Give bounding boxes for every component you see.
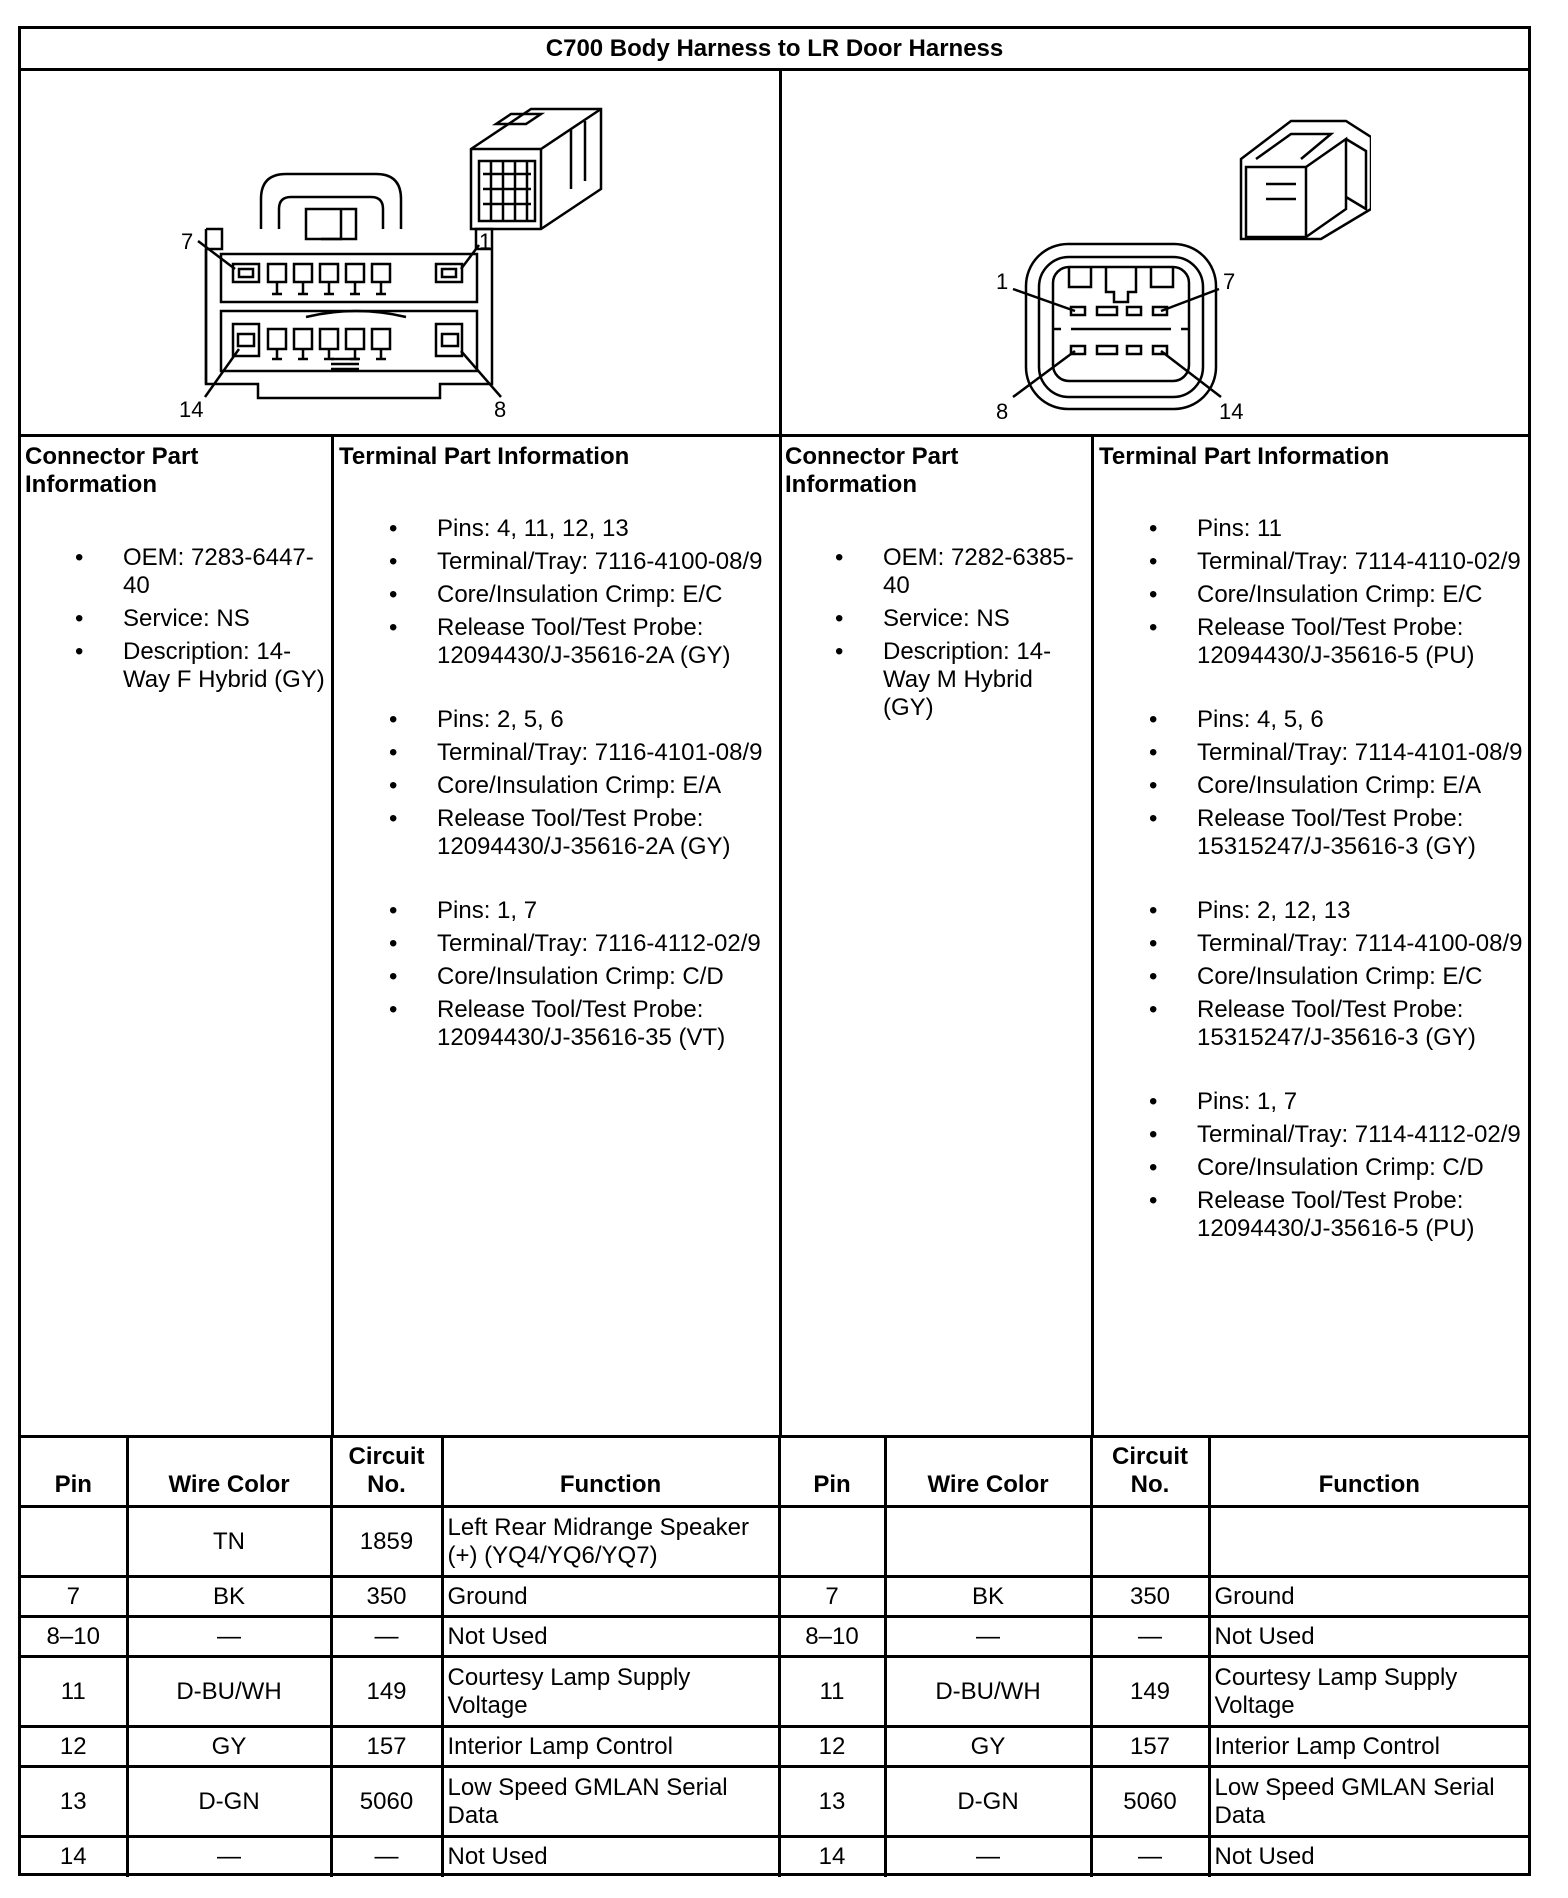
right-terminal-item: • Release Tool/Test Probe: 15315247/J-35616-3 (GY) (1145, 996, 1523, 1052)
right-terminal-item: • Pins: 4, 5, 6 (1145, 706, 1523, 734)
right-terminal-item: • Release Tool/Test Probe: 15315247/J-35616-3 (GY) (1145, 805, 1523, 861)
left-terminal-item: • Terminal/Tray: 7116-4112-02/9 (385, 930, 765, 958)
table-cell: — (1091, 1837, 1209, 1877)
table-cell: 157 (331, 1727, 442, 1767)
table-cell: 11 (21, 1657, 127, 1727)
right-pin8-callout: 8 (996, 399, 1009, 424)
table-cell: 7 (21, 1577, 127, 1617)
left-terminal-item: • Core/Insulation Crimp: E/C (385, 581, 765, 609)
table-cell: Ground (442, 1577, 779, 1617)
right-terminal-list (1145, 515, 1523, 1248)
table-cell: Low Speed GMLAN Serial Data (442, 1767, 779, 1837)
table-cell: BK (885, 1577, 1091, 1617)
left-terminal-item: • Pins: 1, 7 (385, 897, 765, 925)
table-cell: 14 (21, 1837, 127, 1877)
table-cell: 5060 (1091, 1767, 1209, 1837)
right-terminal-item: • Terminal/Tray: 7114-4110-02/9 (1145, 548, 1523, 576)
table-cell: D-GN (885, 1767, 1091, 1837)
left-connector-oem: • OEM: 7283-6447-40 (71, 544, 326, 600)
table-cell: Courtesy Lamp Supply Voltage (1209, 1657, 1528, 1727)
right-connector-service: • Service: NS (831, 605, 1086, 633)
right-pin1-callout: 1 (996, 269, 1009, 294)
right-connector-diagram (951, 89, 1371, 429)
table-header-row (21, 1437, 1528, 1507)
connector-document (18, 26, 1531, 1876)
table-cell: D-BU/WH (885, 1657, 1091, 1727)
left-terminal-item: • Release Tool/Test Probe: 12094430/J-35616-35 (VT) (385, 996, 765, 1052)
right-terminal-item: • Core/Insulation Crimp: E/C (1145, 581, 1523, 609)
table-cell: 1859 (331, 1507, 442, 1577)
right-terminal-item: • Terminal/Tray: 7114-4101-08/9 (1145, 739, 1523, 767)
page-title: C700 Body Harness to LR Door Harness (21, 29, 1528, 71)
table-cell (21, 1507, 127, 1577)
right-terminal-item: • Pins: 11 (1145, 515, 1523, 543)
table-cell (1091, 1507, 1209, 1577)
table-cell: — (331, 1837, 442, 1877)
column-header: Function (1209, 1437, 1528, 1507)
right-terminal-item: • Core/Insulation Crimp: E/C (1145, 963, 1523, 991)
table-cell: 12 (779, 1727, 885, 1767)
table-cell (779, 1507, 885, 1577)
table-cell: 5060 (331, 1767, 442, 1837)
table-row (21, 1657, 1528, 1727)
table-cell: Not Used (442, 1617, 779, 1657)
left-column-divider (331, 434, 334, 1435)
column-header: Wire Color (127, 1437, 331, 1507)
table-cell: 14 (779, 1837, 885, 1877)
column-header: Wire Color (885, 1437, 1091, 1507)
table-cell: 8–10 (779, 1617, 885, 1657)
right-connector-description: • Description: 14-Way M Hybrid (GY) (831, 638, 1086, 722)
right-column-divider (1091, 434, 1094, 1435)
right-connector-list (831, 544, 1086, 727)
table-cell: 350 (331, 1577, 442, 1617)
table-cell: — (1091, 1617, 1209, 1657)
table-cell: 13 (779, 1767, 885, 1837)
table-cell: D-BU/WH (127, 1657, 331, 1727)
table-cell: Not Used (442, 1837, 779, 1877)
right-pin14-callout: 14 (1219, 399, 1244, 424)
table-row (21, 1617, 1528, 1657)
table-cell: Interior Lamp Control (1209, 1727, 1528, 1767)
left-pin8-callout: 8 (494, 397, 507, 422)
table-cell: 7 (779, 1577, 885, 1617)
table-cell: 149 (1091, 1657, 1209, 1727)
table-cell: Ground (1209, 1577, 1528, 1617)
left-terminal-item: • Release Tool/Test Probe: 12094430/J-35616-2A (GY) (385, 805, 765, 861)
table-body (21, 1507, 1528, 1877)
column-header: Circuit No. (1091, 1437, 1209, 1507)
right-terminal-item: • Core/Insulation Crimp: C/D (1145, 1154, 1523, 1182)
left-terminal-item: • Core/Insulation Crimp: C/D (385, 963, 765, 991)
left-connector-list (71, 544, 326, 699)
column-header: Function (442, 1437, 779, 1507)
table-cell (885, 1507, 1091, 1577)
right-pin7-callout: 7 (1223, 269, 1236, 294)
table-cell: Low Speed GMLAN Serial Data (1209, 1767, 1528, 1837)
table-cell: BK (127, 1577, 331, 1617)
right-terminal-item: • Release Tool/Test Probe: 12094430/J-35616-5 (PU) (1145, 1187, 1523, 1243)
table-cell: 149 (331, 1657, 442, 1727)
table-cell: 8–10 (21, 1617, 127, 1657)
right-terminal-item: • Release Tool/Test Probe: 12094430/J-35616-5 (PU) (1145, 614, 1523, 670)
column-header: Circuit No. (331, 1437, 442, 1507)
column-header: Pin (21, 1437, 127, 1507)
table-cell: 350 (1091, 1577, 1209, 1617)
left-connector-description: • Description: 14-Way F Hybrid (GY) (71, 638, 326, 694)
table-cell: Not Used (1209, 1617, 1528, 1657)
table-cell (1209, 1507, 1528, 1577)
right-terminal-item: • Core/Insulation Crimp: E/A (1145, 772, 1523, 800)
left-pin1-callout: 1 (479, 229, 492, 254)
left-terminal-item: • Core/Insulation Crimp: E/A (385, 772, 765, 800)
column-header: Pin (779, 1437, 885, 1507)
table-cell: GY (885, 1727, 1091, 1767)
table-row (21, 1767, 1528, 1837)
right-terminal-header: Terminal Part Information (1099, 443, 1390, 470)
table-cell: — (127, 1617, 331, 1657)
right-terminal-item: • Terminal/Tray: 7114-4100-08/9 (1145, 930, 1523, 958)
table-cell: — (331, 1617, 442, 1657)
table-row (21, 1837, 1528, 1877)
left-terminal-item: • Release Tool/Test Probe: 12094430/J-35616-2A (GY) (385, 614, 765, 670)
left-pin7-callout: 7 (181, 229, 194, 254)
right-terminal-item: • Terminal/Tray: 7114-4112-02/9 (1145, 1121, 1523, 1149)
left-terminal-item: • Terminal/Tray: 7116-4100-08/9 (385, 548, 765, 576)
right-terminal-item: • Pins: 1, 7 (1145, 1088, 1523, 1116)
table-cell: 12 (21, 1727, 127, 1767)
left-terminal-item: • Terminal/Tray: 7116-4101-08/9 (385, 739, 765, 767)
table-cell: 11 (779, 1657, 885, 1727)
table-cell: — (885, 1617, 1091, 1657)
left-terminal-header: Terminal Part Information (339, 443, 630, 470)
table-row (21, 1577, 1528, 1617)
left-connector-header: Connector Part Information (25, 443, 199, 498)
table-cell: 157 (1091, 1727, 1209, 1767)
left-terminal-item: • Pins: 2, 5, 6 (385, 706, 765, 734)
table-cell: — (127, 1837, 331, 1877)
diagram-divider (21, 434, 1528, 437)
right-connector-oem: • OEM: 7282-6385-40 (831, 544, 1086, 600)
table-cell: Courtesy Lamp Supply Voltage (442, 1657, 779, 1727)
table-cell: Left Rear Midrange Speaker (+) (YQ4/YQ6/YQ7) (442, 1507, 779, 1577)
table-cell: Interior Lamp Control (442, 1727, 779, 1767)
table-row (21, 1507, 1528, 1577)
left-terminal-item: • Pins: 4, 11, 12, 13 (385, 515, 765, 543)
table-row (21, 1727, 1528, 1767)
pinout-table (21, 1435, 1528, 1877)
right-connector-header: Connector Part Information (785, 443, 959, 498)
table-cell: D-GN (127, 1767, 331, 1837)
left-pin14-callout: 14 (179, 397, 204, 422)
table-cell: TN (127, 1507, 331, 1577)
right-terminal-item: • Pins: 2, 12, 13 (1145, 897, 1523, 925)
left-connector-iso-icon (471, 109, 601, 229)
center-divider (779, 68, 782, 1435)
table-cell: 13 (21, 1767, 127, 1837)
left-terminal-list (385, 515, 765, 1057)
left-connector-diagram (161, 89, 621, 429)
table-cell: Not Used (1209, 1837, 1528, 1877)
table-cell: GY (127, 1727, 331, 1767)
table-cell: — (885, 1837, 1091, 1877)
left-connector-service: • Service: NS (71, 605, 326, 633)
right-connector-iso-icon (1241, 121, 1371, 239)
